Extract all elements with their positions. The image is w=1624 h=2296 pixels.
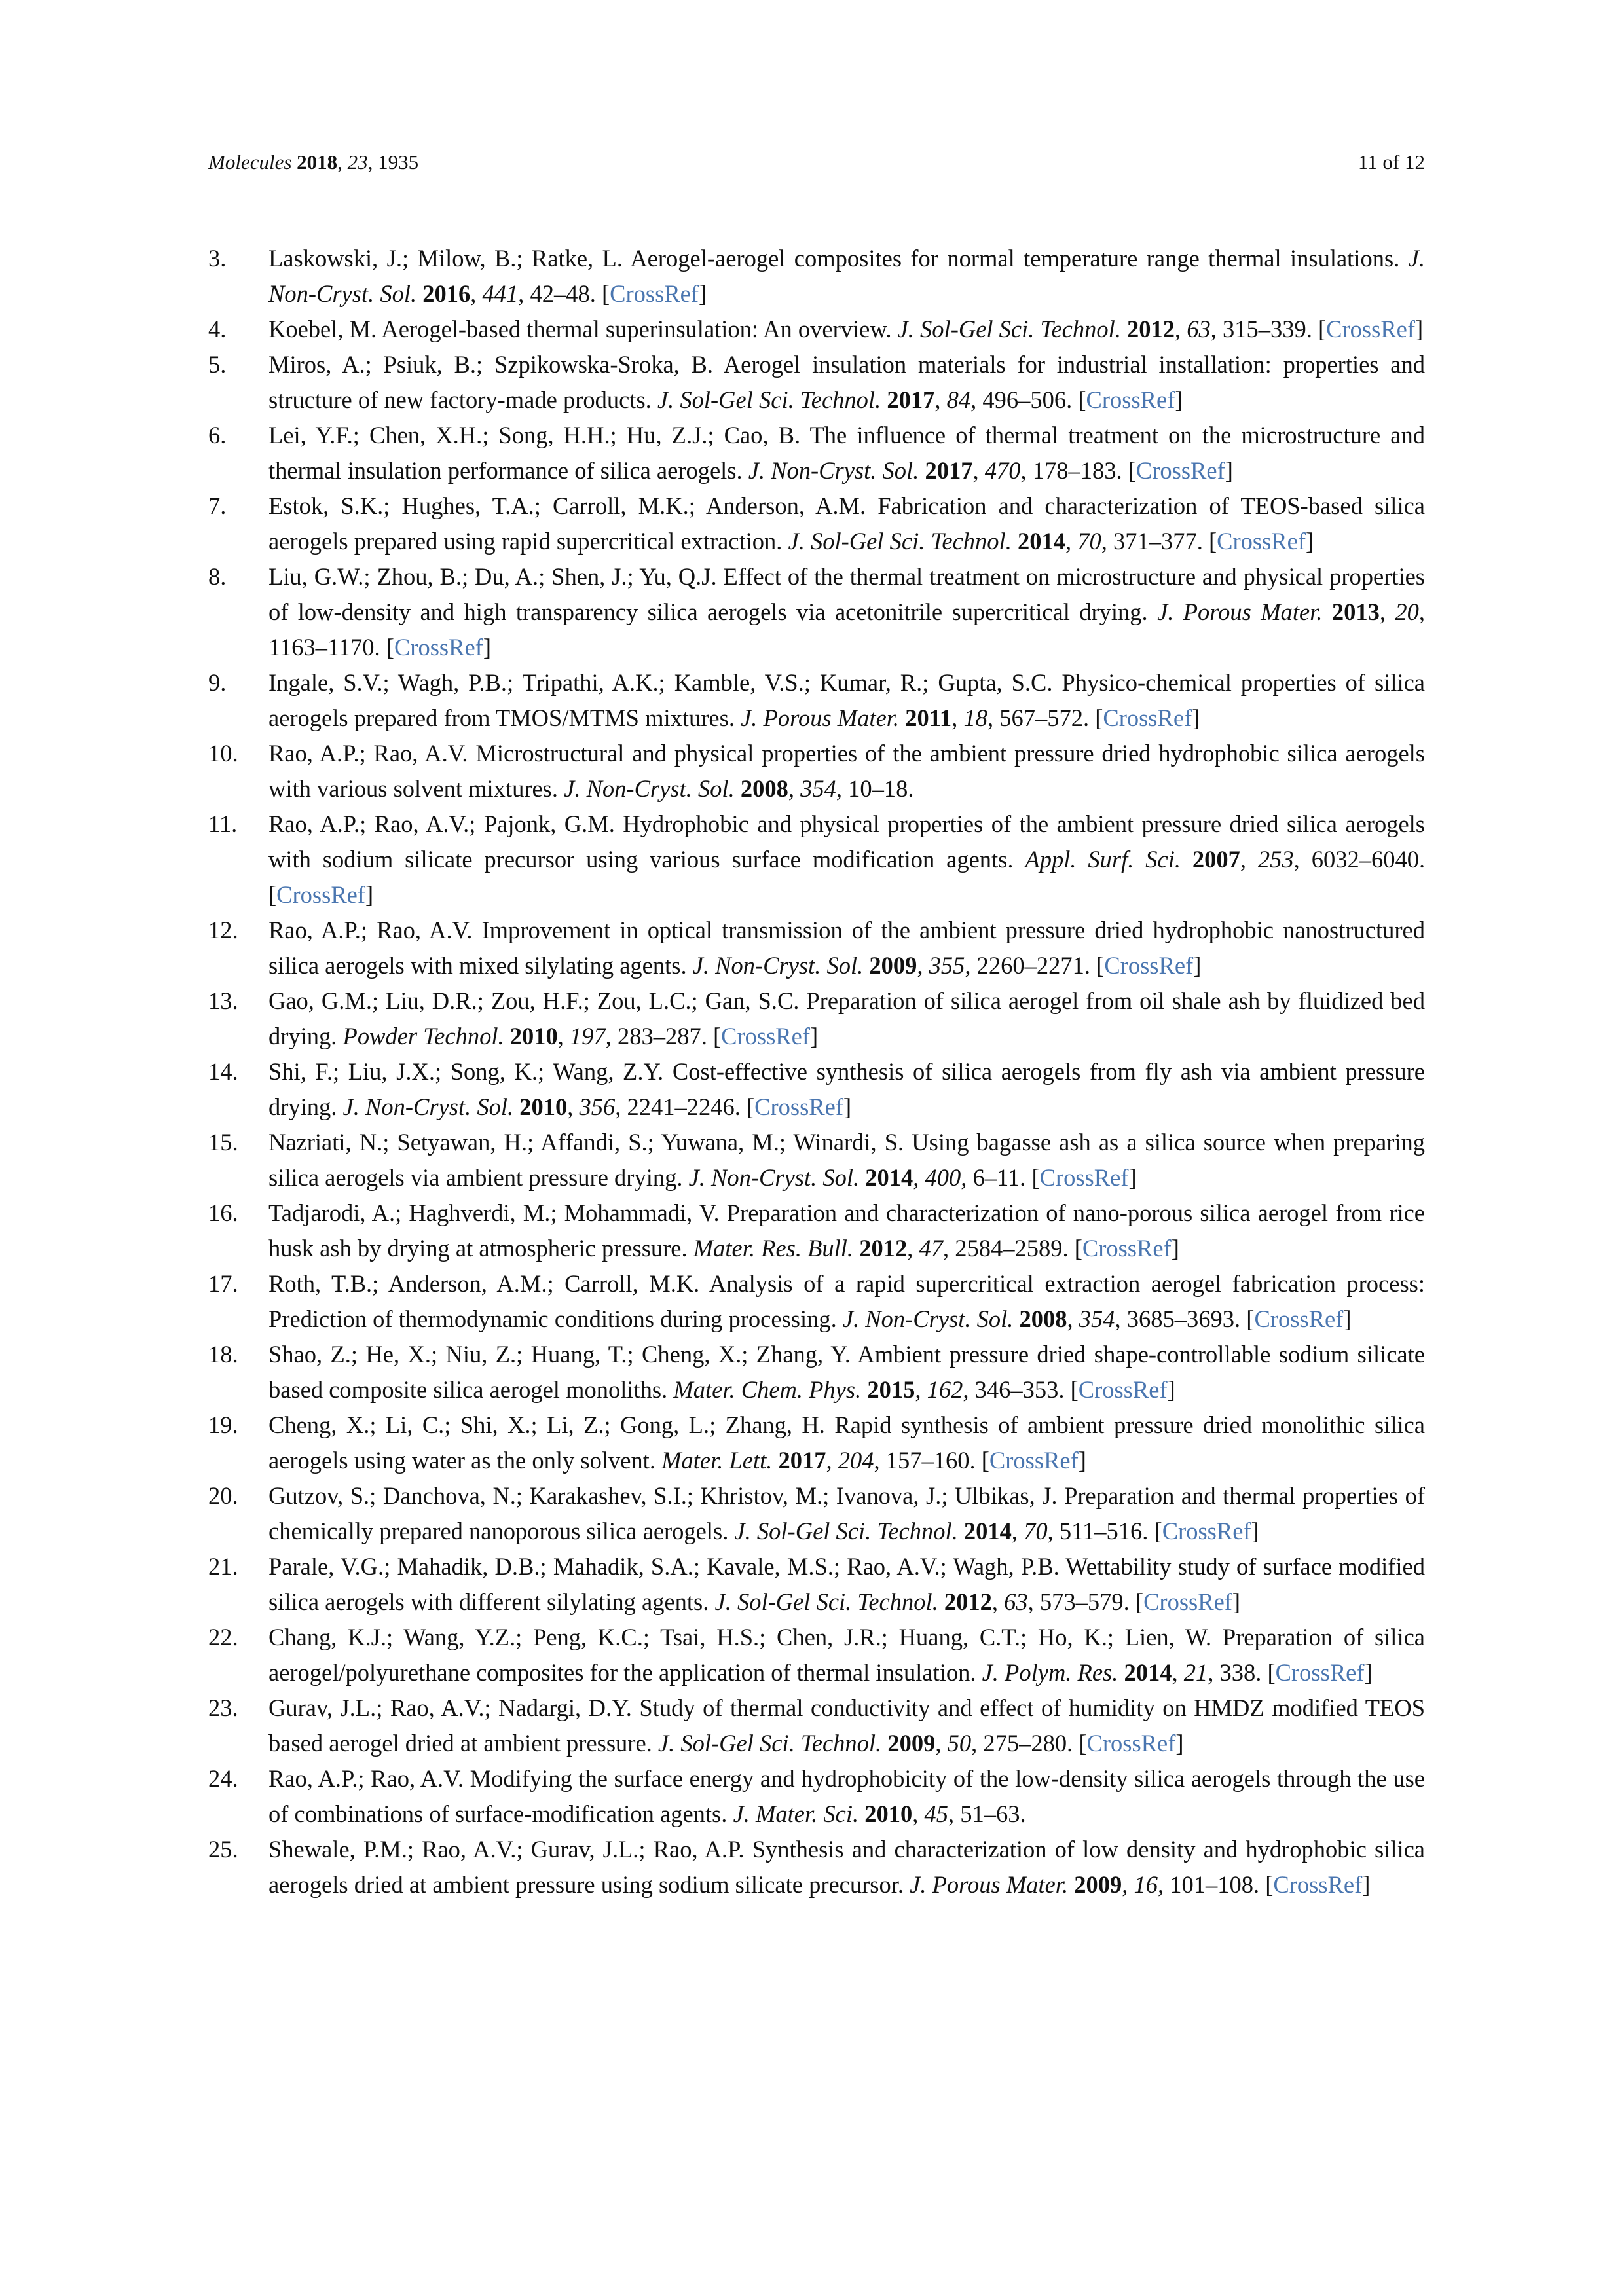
reference-item: 13. Gao, G.M.; Liu, D.R.; Zou, H.F.; Zou, L.C.; Gan, S.C. Preparation of silica aerogel from oil shale ash by fluidized bed drying. Powder Technol. 2010, 197, 283–287. [CrossRef] xyxy=(208,983,1425,1054)
reference-item: 18. Shao, Z.; He, X.; Niu, Z.; Huang, T.; Cheng, X.; Zhang, Y. Ambient pressure dried shape-controllable sodium silicate based composite silica aerogel monoliths. Mater. Chem. Phys. 2015, 162, 346–353. [CrossRef] xyxy=(208,1337,1425,1408)
reference-volume: 63 xyxy=(1004,1588,1028,1615)
reference-journal: J. Porous Mater. xyxy=(1157,598,1323,625)
reference-item: 7. Estok, S.K.; Hughes, T.A.; Carroll, M.K.; Anderson, A.M. Fabrication and characterization of TEOS-based silica aerogels prepared using rapid supercritical extraction. J. Sol-Gel Sci. Technol. 2014, 70, 371–377. [CrossRef] xyxy=(208,488,1425,559)
crossref-wrapper: [CrossRef] xyxy=(981,1447,1086,1474)
reference-volume: 45 xyxy=(924,1800,948,1827)
reference-number: 12. xyxy=(208,917,238,943)
reference-year: 2008 xyxy=(740,775,788,802)
reference-number: 11. xyxy=(208,811,238,837)
reference-year: 2014 xyxy=(1124,1659,1172,1686)
reference-journal: J. Non-Cryst. Sol. xyxy=(342,1093,514,1120)
crossref-link[interactable]: CrossRef xyxy=(1082,1235,1172,1262)
reference-authors: Gutzov, S.; Danchova, N.; Karakashev, S.I.; Khristov, M.; Ivanova, J.; Ulbikas, J. xyxy=(268,1482,1058,1509)
reference-title: Hydrophobic and physical properties of the ambient pressure dried silica aerogels with sodium silicate precursor using various surface modification agents. xyxy=(268,811,1425,873)
reference-authors: Shi, F.; Liu, J.X.; Song, K.; Wang, Z.Y. xyxy=(268,1058,664,1085)
reference-pages: 511–516. xyxy=(1059,1518,1149,1544)
reference-volume: 470 xyxy=(984,457,1021,484)
reference-pages: 573–579. xyxy=(1039,1588,1130,1615)
reference-title: Preparation and thermal properties of chemically prepared nanoporous silica aerogels. xyxy=(268,1482,1425,1544)
reference-number: 24. xyxy=(208,1765,238,1792)
reference-journal: Powder Technol. xyxy=(342,1023,504,1049)
reference-authors: Liu, G.W.; Zhou, B.; Du, A.; Shen, J.; Yu, Q.J. xyxy=(268,563,717,590)
crossref-link[interactable]: CrossRef xyxy=(1104,952,1194,979)
crossref-link[interactable]: CrossRef xyxy=(754,1093,843,1120)
crossref-link[interactable]: CrossRef xyxy=(1039,1164,1129,1191)
reference-item: 12. Rao, A.P.; Rao, A.V. Improvement in optical transmission of the ambient pressure dried hydrophobic nanostructured silica aerogels with mixed silylating agents. J. Non-Cryst. Sol. 2009, 355, 2260–2271. [CrossRef] xyxy=(208,913,1425,983)
reference-volume: 21 xyxy=(1183,1659,1208,1686)
reference-number: 17. xyxy=(208,1270,238,1297)
reference-volume: 70 xyxy=(1024,1518,1048,1544)
reference-number: 16. xyxy=(208,1199,238,1226)
reference-number: 10. xyxy=(208,740,238,767)
reference-number: 15. xyxy=(208,1129,238,1156)
reference-item: 5. Miros, A.; Psiuk, B.; Szpikowska-Sroka, B. Aerogel insulation materials for industrial installation: properties and structure of new factory-made products. J. Sol-Gel Sci. Technol. 2017, 84, 496–506. [CrossRef] xyxy=(208,347,1425,418)
crossref-wrapper: [CrossRef] xyxy=(1070,1376,1175,1403)
crossref-link[interactable]: CrossRef xyxy=(1143,1588,1232,1615)
reference-number: 5. xyxy=(208,351,227,378)
reference-pages: 2584–2589. xyxy=(955,1235,1069,1262)
reference-year: 2017 xyxy=(778,1447,826,1474)
reference-pages: 496–506. xyxy=(982,386,1073,413)
crossref-link[interactable]: CrossRef xyxy=(1217,528,1306,555)
crossref-wrapper: [CrossRef] xyxy=(1318,316,1424,342)
reference-volume: 354 xyxy=(1079,1305,1115,1332)
reference-journal: J. Sol-Gel Sci. Technol. xyxy=(734,1518,958,1544)
reference-journal: J. Sol-Gel Sci. Technol. xyxy=(657,1730,882,1757)
reference-volume: 354 xyxy=(800,775,836,802)
reference-authors: Ingale, S.V.; Wagh, P.B.; Tripathi, A.K.; Kamble, V.S.; Kumar, R.; Gupta, S.C. xyxy=(268,669,1053,696)
reference-year: 2007 xyxy=(1192,846,1240,873)
reference-pages: 346–353. xyxy=(974,1376,1065,1403)
reference-year: 2014 xyxy=(865,1164,913,1191)
reference-number: 25. xyxy=(208,1836,238,1863)
reference-title: Preparation of silica aerogel/polyurethane composites for the application of thermal insulation. xyxy=(268,1624,1425,1686)
crossref-wrapper: [CrossRef] xyxy=(712,1023,819,1049)
reference-item: 4. Koebel, M. Aerogel-based thermal superinsulation: An overview. J. Sol-Gel Sci. Technol. 2012, 63, 315–339. [CrossRef] xyxy=(208,312,1425,347)
reference-authors: Rao, A.P.; Rao, A.V.; Pajonk, G.M. xyxy=(268,811,615,837)
reference-number: 23. xyxy=(208,1694,238,1721)
reference-year: 2016 xyxy=(422,280,471,307)
crossref-wrapper: [CrossRef] xyxy=(1095,704,1200,731)
journal-volume: 23 xyxy=(347,151,368,173)
crossref-link[interactable]: CrossRef xyxy=(1326,316,1416,342)
reference-journal: J. Non-Cryst. Sol. xyxy=(692,952,864,979)
reference-volume: 63 xyxy=(1187,316,1211,342)
crossref-wrapper: [CrossRef] xyxy=(386,634,491,661)
crossref-wrapper: [CrossRef] xyxy=(1154,1518,1259,1544)
reference-number: 13. xyxy=(208,987,238,1014)
crossref-wrapper: [CrossRef] xyxy=(746,1093,852,1120)
reference-number: 7. xyxy=(208,492,227,519)
reference-journal: J. Mater. Sci. xyxy=(733,1800,859,1827)
crossref-link[interactable]: CrossRef xyxy=(1086,1730,1176,1757)
crossref-link[interactable]: CrossRef xyxy=(989,1447,1079,1474)
reference-pages: 1163–1170. xyxy=(268,634,380,661)
page-number: 11 of 12 xyxy=(1357,151,1425,173)
reference-authors: Shewale, P.M.; Rao, A.V.; Gurav, J.L.; Rao, A.P. xyxy=(268,1836,745,1863)
crossref-link[interactable]: CrossRef xyxy=(610,280,699,307)
crossref-wrapper: [CrossRef] xyxy=(1135,1588,1241,1615)
reference-authors: Gurav, J.L.; Rao, A.V.; Nadargi, D.Y. xyxy=(268,1694,632,1721)
reference-authors: Rao, A.P.; Rao, A.V. xyxy=(268,1765,464,1792)
reference-year: 2014 xyxy=(963,1518,1012,1544)
reference-number: 19. xyxy=(208,1412,238,1438)
reference-pages: 338. xyxy=(1219,1659,1262,1686)
reference-authors: Rao, A.P.; Rao, A.V. xyxy=(268,740,468,767)
reference-journal: J. Porous Mater. xyxy=(741,704,900,731)
reference-number: 8. xyxy=(208,563,227,590)
reference-authors: Laskowski, J.; Milow, B.; Ratke, L. xyxy=(268,245,623,272)
reference-item: 16. Tadjarodi, A.; Haghverdi, M.; Mohammadi, V. Preparation and characterization of nano-porous silica aerogel from rice husk ash by drying at atmospheric pressure. Mater. Res. Bull. 2012, 47, 2584–2589. [CrossRef] xyxy=(208,1195,1425,1266)
reference-authors: Chang, K.J.; Wang, Y.Z.; Peng, K.C.; Tsai, H.S.; Chen, J.R.; Huang, C.T.; Ho, K.; Lien, W. xyxy=(268,1624,1212,1650)
crossref-link[interactable]: CrossRef xyxy=(721,1023,810,1049)
reference-number: 6. xyxy=(208,422,227,448)
journal-year: 2018 xyxy=(297,151,338,173)
reference-item: 22. Chang, K.J.; Wang, Y.Z.; Peng, K.C.; Tsai, H.S.; Chen, J.R.; Huang, C.T.; Ho, K.; Lien, W. Preparation of silica aerogel/polyurethane composites for the application of thermal insulation. J. Polym. Res. 2014, 21, 338. [CrossRef] xyxy=(208,1620,1425,1690)
reference-title: The influence of thermal treatment on the microstructure and thermal insulation performance of silica aerogels. xyxy=(268,422,1425,484)
reference-volume: 441 xyxy=(482,280,519,307)
reference-title: Modifying the surface energy and hydrophobicity of the low-density silica aerogels through the use of combinations of surface-modification agents. xyxy=(268,1765,1426,1827)
reference-title: Cost-effective synthesis of silica aerogels from fly ash via ambient pressure drying. xyxy=(268,1058,1425,1120)
reference-list xyxy=(208,241,1425,1903)
reference-title: Effect of the thermal treatment on microstructure and physical properties of low-density and high transparency silica aerogels via acetonitrile supercritical drying. xyxy=(268,563,1426,625)
reference-title: Study of thermal conductivity and effect of humidity on HMDZ modified TEOS based aerogel dried at ambient pressure. xyxy=(268,1694,1426,1757)
reference-year: 2009 xyxy=(869,952,917,979)
reference-number: 14. xyxy=(208,1058,238,1085)
reference-title: Rapid synthesis of ambient pressure dried monolithic silica aerogels using water as the only solvent. xyxy=(268,1412,1426,1474)
reference-authors: Parale, V.G.; Mahadik, D.B.; Mahadik, S.A.; Kavale, M.S.; Rao, A.V.; Wagh, P.B. xyxy=(268,1553,1060,1580)
reference-item: 10. Rao, A.P.; Rao, A.V. Microstructural and physical properties of the ambient pressure dried hydrophobic silica aerogels with various solvent mixtures. J. Non-Cryst. Sol. 2008, 354, 10–18. xyxy=(208,736,1425,807)
crossref-link[interactable]: CrossRef xyxy=(1273,1871,1363,1898)
reference-volume: 204 xyxy=(838,1447,874,1474)
article-number: 1935 xyxy=(378,151,419,173)
reference-authors: Koebel, M. xyxy=(268,316,377,342)
reference-volume: 197 xyxy=(569,1023,606,1049)
crossref-link[interactable]: CrossRef xyxy=(394,634,483,661)
reference-item: 15. Nazriati, N.; Setyawan, H.; Affandi, S.; Yuwana, M.; Winardi, S. Using bagasse ash as a silica source when preparing silica aerogels via ambient pressure drying. J. Non-Cryst. Sol. 2014, 400, 6–11. [CrossRef] xyxy=(208,1125,1425,1195)
reference-authors: Gao, G.M.; Liu, D.R.; Zou, H.F.; Zou, L.C.; Gan, S.C. xyxy=(268,987,800,1014)
crossref-link[interactable]: CrossRef xyxy=(1275,1659,1365,1686)
reference-journal: Mater. Chem. Phys. xyxy=(673,1376,862,1403)
reference-title: Ambient pressure dried shape-controllable sodium silicate based composite silica aerogel monoliths. xyxy=(268,1341,1425,1403)
reference-volume: 356 xyxy=(579,1093,616,1120)
reference-item: 19. Cheng, X.; Li, C.; Shi, X.; Li, Z.; Gong, L.; Zhang, H. Rapid synthesis of ambient pressure dried monolithic silica aerogels using water as the only solvent. Mater. Lett. 2017, 204, 157–160. [CrossRef] xyxy=(208,1408,1425,1478)
reference-authors: Miros, A.; Psiuk, B.; Szpikowska-Sroka, B. xyxy=(268,351,714,378)
reference-year: 2012 xyxy=(1127,316,1175,342)
reference-item: 11. Rao, A.P.; Rao, A.V.; Pajonk, G.M. Hydrophobic and physical properties of the ambient pressure dried silica aerogels with sodium silicate precursor using various surface modification agents. Appl. Surf. Sci. 2007, 253, 6032–6040. [CrossRef] xyxy=(208,807,1425,913)
reference-title: Aerogel-aerogel composites for normal temperature range thermal insulations. xyxy=(630,245,1400,272)
reference-number: 21. xyxy=(208,1553,238,1580)
reference-authors: Lei, Y.F.; Chen, X.H.; Song, H.H.; Hu, Z.J.; Cao, B. xyxy=(268,422,801,448)
reference-volume: 50 xyxy=(947,1730,972,1757)
reference-journal: J. Polym. Res. xyxy=(982,1659,1118,1686)
crossref-wrapper: [CrossRef] xyxy=(1079,1730,1184,1757)
reference-pages: 42–48. xyxy=(530,280,596,307)
reference-year: 2010 xyxy=(509,1023,558,1049)
reference-pages: 6032–6040. xyxy=(1311,846,1426,873)
reference-pages: 3685–3693. xyxy=(1126,1305,1241,1332)
reference-title: Analysis of a rapid supercritical extraction aerogel fabrication process: Prediction of thermodynamic conditions during processing. xyxy=(268,1270,1425,1332)
reference-item: 3. Laskowski, J.; Milow, B.; Ratke, L. Aerogel-aerogel composites for normal temperature range thermal insulations. J. Non-Cryst. Sol. 2016, 441, 42–48. [CrossRef] xyxy=(208,241,1425,312)
reference-journal: Mater. Res. Bull. xyxy=(693,1235,854,1262)
reference-pages: 283–287. xyxy=(617,1023,707,1049)
reference-authors: Nazriati, N.; Setyawan, H.; Affandi, S.; Yuwana, M.; Winardi, S. xyxy=(268,1129,904,1156)
journal-name: Molecules xyxy=(208,151,292,173)
reference-item: 24. Rao, A.P.; Rao, A.V. Modifying the surface energy and hydrophobicity of the low-density silica aerogels through the use of combinations of surface-modification agents. J. Mater. Sci. 2010, 45, 51–63. xyxy=(208,1761,1425,1832)
crossref-wrapper: [CrossRef] xyxy=(1246,1305,1352,1332)
reference-journal: Appl. Surf. Sci. xyxy=(1025,846,1181,873)
reference-pages: 51–63. xyxy=(960,1800,1026,1827)
reference-pages: 2260–2271. xyxy=(976,952,1091,979)
reference-volume: 355 xyxy=(929,952,965,979)
reference-pages: 178–183. xyxy=(1032,457,1122,484)
reference-journal: J. Sol-Gel Sci. Technol. xyxy=(897,316,1121,342)
reference-item: 20. Gutzov, S.; Danchova, N.; Karakashev, S.I.; Khristov, M.; Ivanova, J.; Ulbikas, J. Preparation and thermal properties of chemically prepared nanoporous silica aerogels. J. Sol-Gel Sci. Technol. 2014, 70, 511–516. [CrossRef] xyxy=(208,1478,1425,1549)
reference-authors: Tadjarodi, A.; Haghverdi, M.; Mohammadi, V. xyxy=(268,1199,720,1226)
reference-pages: 101–108. xyxy=(1170,1871,1260,1898)
reference-number: 3. xyxy=(208,245,227,272)
reference-title: Aerogel-based thermal superinsulation: An overview. xyxy=(381,316,892,342)
crossref-wrapper: [CrossRef] xyxy=(268,881,374,908)
journal-citation: Molecules 2018, 23, 1935 xyxy=(208,151,419,173)
crossref-wrapper: [CrossRef] xyxy=(602,280,707,307)
reference-item: 25. Shewale, P.M.; Rao, A.V.; Gurav, J.L.; Rao, A.P. Synthesis and characterization of low density and hydrophobic silica aerogels dried at ambient pressure using sodium silicate precursor. J. Porous Mater. 2009, 16, 101–108. [CrossRef] xyxy=(208,1832,1425,1903)
crossref-link[interactable]: CrossRef xyxy=(1254,1305,1344,1332)
reference-number: 20. xyxy=(208,1482,238,1509)
reference-journal: J. Sol-Gel Sci. Technol. xyxy=(714,1588,938,1615)
crossref-wrapper: [CrossRef] xyxy=(1096,952,1202,979)
crossref-link[interactable]: CrossRef xyxy=(1078,1376,1168,1403)
reference-year: 2012 xyxy=(944,1588,992,1615)
reference-year: 2011 xyxy=(905,704,952,731)
crossref-link[interactable]: CrossRef xyxy=(1162,1518,1251,1544)
reference-volume: 18 xyxy=(963,704,987,731)
reference-volume: 400 xyxy=(925,1164,961,1191)
reference-journal: J. Non-Cryst. Sol. xyxy=(842,1305,1014,1332)
reference-item: 8. Liu, G.W.; Zhou, B.; Du, A.; Shen, J.; Yu, Q.J. Effect of the thermal treatment on microstructure and physical properties of low-density and high transparency silica aerogels via acetonitrile supercritical drying. J. Porous Mater. 2013, 20, 1163–1170. [CrossRef] xyxy=(208,559,1425,665)
crossref-link[interactable]: CrossRef xyxy=(1086,386,1175,413)
reference-journal: Mater. Lett. xyxy=(661,1447,773,1474)
reference-volume: 16 xyxy=(1134,1871,1158,1898)
reference-year: 2017 xyxy=(925,457,973,484)
reference-item: 21. Parale, V.G.; Mahadik, D.B.; Mahadik, S.A.; Kavale, M.S.; Rao, A.V.; Wagh, P.B. Wettability study of surface modified silica aerogels with different silylating agents. J. Sol-Gel Sci. Technol. 2012, 63, 573–579. [CrossRef] xyxy=(208,1549,1425,1620)
crossref-link[interactable]: CrossRef xyxy=(1135,457,1225,484)
crossref-wrapper: [CrossRef] xyxy=(1208,528,1314,555)
reference-title: Aerogel insulation materials for industrial installation: properties and structure of new factory-made products. xyxy=(268,351,1425,413)
reference-year: 2010 xyxy=(864,1800,913,1827)
reference-journal: J. Non-Cryst. Sol. xyxy=(688,1164,860,1191)
reference-number: 4. xyxy=(208,316,227,342)
reference-year: 2013 xyxy=(1331,598,1380,625)
reference-year: 2015 xyxy=(867,1376,915,1403)
reference-title: Preparation and characterization of nano-porous silica aerogel from rice husk ash by drying at atmospheric pressure. xyxy=(268,1199,1425,1262)
reference-journal: J. Non-Cryst. Sol. xyxy=(564,775,735,802)
reference-pages: 10–18. xyxy=(848,775,914,802)
reference-title: Preparation of silica aerogel from oil shale ash by fluidized bed drying. xyxy=(268,987,1426,1049)
reference-volume: 20 xyxy=(1395,598,1419,625)
reference-authors: Rao, A.P.; Rao, A.V. xyxy=(268,917,473,943)
crossref-link[interactable]: CrossRef xyxy=(1103,704,1192,731)
reference-year: 2008 xyxy=(1019,1305,1067,1332)
reference-volume: 253 xyxy=(1257,846,1294,873)
reference-year: 2009 xyxy=(887,1730,936,1757)
reference-volume: 70 xyxy=(1077,528,1101,555)
reference-item: 23. Gurav, J.L.; Rao, A.V.; Nadargi, D.Y. Study of thermal conductivity and effect of humidity on HMDZ modified TEOS based aerogel dried at ambient pressure. J. Sol-Gel Sci. Technol. 2009, 50, 275–280. [CrossRef] xyxy=(208,1690,1425,1761)
reference-item: 9. Ingale, S.V.; Wagh, P.B.; Tripathi, A.K.; Kamble, V.S.; Kumar, R.; Gupta, S.C. Physico-chemical properties of silica aerogels prepared from TMOS/MTMS mixtures. J. Porous Mater. 2011, 18, 567–572. [CrossRef] xyxy=(208,665,1425,736)
reference-title: Synthesis and characterization of low density and hydrophobic silica aerogels dried at ambient pressure using sodium silicate precursor. xyxy=(268,1836,1425,1898)
reference-pages: 315–339. xyxy=(1223,316,1312,342)
reference-item: 6. Lei, Y.F.; Chen, X.H.; Song, H.H.; Hu, Z.J.; Cao, B. The influence of thermal treatment on the microstructure and thermal insulation performance of silica aerogels. J. Non-Cryst. Sol. 2017, 470, 178–183. [CrossRef] xyxy=(208,418,1425,488)
reference-year: 2012 xyxy=(859,1235,908,1262)
reference-title: Physico-chemical properties of silica aerogels prepared from TMOS/MTMS mixtures. xyxy=(268,669,1426,731)
crossref-wrapper: [CrossRef] xyxy=(1031,1164,1137,1191)
reference-number: 18. xyxy=(208,1341,238,1368)
reference-item: 14. Shi, F.; Liu, J.X.; Song, K.; Wang, Z.Y. Cost-effective synthesis of silica aerogels from fly ash via ambient pressure drying. J. Non-Cryst. Sol. 2010, 356, 2241–2246. [CrossRef] xyxy=(208,1054,1425,1125)
crossref-link[interactable]: CrossRef xyxy=(276,881,366,908)
reference-item: 17. Roth, T.B.; Anderson, A.M.; Carroll, M.K. Analysis of a rapid supercritical extraction aerogel fabrication process: Prediction of thermodynamic conditions during processing. J. Non-Cryst. Sol. 2008, 354, 3685–3693. [CrossRef] xyxy=(208,1266,1425,1337)
reference-pages: 371–377. xyxy=(1113,528,1203,555)
crossref-wrapper: [CrossRef] xyxy=(1074,1235,1179,1262)
reference-title: Microstructural and physical properties of the ambient pressure dried hydrophobic silica aerogels with various solvent mixtures. xyxy=(268,740,1426,802)
reference-number: 22. xyxy=(208,1624,238,1650)
reference-volume: 162 xyxy=(927,1376,963,1403)
reference-year: 2014 xyxy=(1017,528,1065,555)
reference-pages: 275–280. xyxy=(983,1730,1073,1757)
reference-title: Wettability study of surface modified silica aerogels with different silylating agents. xyxy=(268,1553,1425,1615)
reference-pages: 2241–2246. xyxy=(627,1093,741,1120)
reference-journal: J. Non-Cryst. Sol. xyxy=(268,245,1425,307)
reference-journal: J. Non-Cryst. Sol. xyxy=(748,457,919,484)
crossref-wrapper: [CrossRef] xyxy=(1265,1871,1371,1898)
crossref-wrapper: [CrossRef] xyxy=(1078,386,1183,413)
reference-volume: 47 xyxy=(919,1235,943,1262)
reference-authors: Estok, S.K.; Hughes, T.A.; Carroll, M.K.; Anderson, A.M. xyxy=(268,492,866,519)
reference-authors: Cheng, X.; Li, C.; Shi, X.; Li, Z.; Gong, L.; Zhang, H. xyxy=(268,1412,825,1438)
reference-journal: J. Sol-Gel Sci. Technol. xyxy=(657,386,881,413)
reference-journal: J. Porous Mater. xyxy=(910,1871,1069,1898)
crossref-wrapper: [CrossRef] xyxy=(1267,1659,1373,1686)
reference-title: Fabrication and characterization of TEOS-based silica aerogels prepared using rapid supercritical extraction. xyxy=(268,492,1425,555)
running-header xyxy=(208,149,1425,175)
reference-journal: J. Sol-Gel Sci. Technol. xyxy=(788,528,1012,555)
reference-pages: 567–572. xyxy=(999,704,1090,731)
crossref-wrapper: [CrossRef] xyxy=(1128,457,1233,484)
reference-year: 2017 xyxy=(887,386,935,413)
reference-year: 2009 xyxy=(1074,1871,1122,1898)
reference-pages: 6–11. xyxy=(972,1164,1026,1191)
reference-pages: 157–160. xyxy=(885,1447,976,1474)
reference-authors: Shao, Z.; He, X.; Niu, Z.; Huang, T.; Cheng, X.; Zhang, Y. xyxy=(268,1341,851,1368)
reference-title: Improvement in optical transmission of the ambient pressure dried hydrophobic nanostructured silica aerogels with mixed silylating agents. xyxy=(268,917,1425,979)
reference-volume: 84 xyxy=(946,386,971,413)
reference-authors: Roth, T.B.; Anderson, A.M.; Carroll, M.K. xyxy=(268,1270,700,1297)
reference-title: Using bagasse ash as a silica source when preparing silica aerogels via ambient pressure drying. xyxy=(268,1129,1426,1191)
reference-number: 9. xyxy=(208,669,227,696)
reference-year: 2010 xyxy=(519,1093,568,1120)
